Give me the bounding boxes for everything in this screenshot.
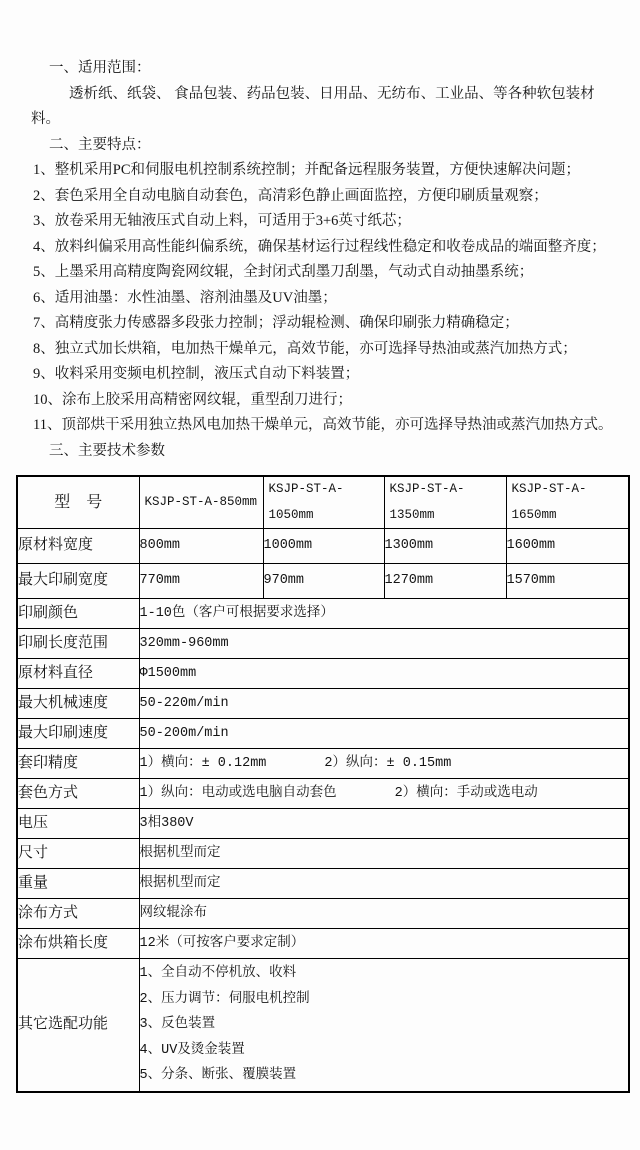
row-label: 原材料宽度 bbox=[17, 529, 139, 564]
value-segment: 2）纵向：± 0.15mm bbox=[324, 755, 452, 771]
value-cell: 根据机型而定 bbox=[139, 869, 629, 899]
model-cell: KSJP-ST-A-1350mm bbox=[384, 476, 506, 529]
feature-item: 5、上墨采用高精度陶瓷网纹辊，全封闭式刮墨刀刮墨，气动式自动抽墨系统； bbox=[33, 264, 534, 280]
model-cell: KSJP-ST-A-1050mm bbox=[263, 476, 384, 529]
row-label: 重量 bbox=[17, 869, 139, 899]
section-parameters-heading: 三、主要技术参数 bbox=[49, 442, 165, 459]
spec-table bbox=[16, 475, 630, 1093]
value-cell bbox=[139, 959, 629, 1093]
option-line: 5、分条、断张、覆膜装置 bbox=[139, 1068, 297, 1084]
features-list bbox=[0, 158, 640, 439]
value-cell: 770mm bbox=[139, 564, 263, 599]
row-label: 涂布烘箱长度 bbox=[17, 929, 139, 959]
value-segment: 1）纵向：电动或选电脑自动套色 bbox=[139, 785, 337, 801]
value-cell: 1570mm bbox=[506, 564, 629, 599]
feature-item: 10、涂布上胶采用高精密网纹辊，重型刮刀进行； bbox=[33, 391, 352, 408]
value-cell bbox=[139, 779, 629, 809]
value-cell: 12米（可按客户要求定制） bbox=[139, 929, 629, 959]
feature-item: 7、高精度张力传感器多段张力控制；浮动辊检测、确保印刷张力精确稳定； bbox=[33, 315, 519, 331]
table-row bbox=[17, 959, 629, 1093]
value-cell: 根据机型而定 bbox=[139, 839, 629, 869]
table-row bbox=[17, 779, 629, 809]
row-label: 尺寸 bbox=[17, 839, 139, 869]
row-label: 型 号 bbox=[17, 476, 139, 529]
value-cell: 1-10色（客户可根据要求选择） bbox=[139, 599, 629, 629]
value-cell: 网纹辊涂布 bbox=[139, 899, 629, 929]
table-row bbox=[17, 659, 629, 689]
table-row bbox=[17, 929, 629, 959]
feature-item: 6、适用油墨：水性油墨、溶剂油墨及UV油墨； bbox=[33, 289, 337, 306]
table-row bbox=[17, 564, 629, 599]
value-cell: Φ1500mm bbox=[139, 659, 629, 689]
row-label: 印刷长度范围 bbox=[17, 629, 139, 659]
option-line: 2、压力调节：伺服电机控制 bbox=[139, 991, 310, 1007]
feature-item: 4、放料纠偏采用高性能纠偏系统，确保基材运行过程线性稳定和收卷成品的端面整齐度； bbox=[33, 238, 606, 255]
row-label: 最大机械速度 bbox=[17, 689, 139, 719]
feature-item: 8、独立式加长烘箱，电加热干燥单元，高效节能，亦可选择导热油或蒸汽加热方式； bbox=[33, 340, 577, 357]
table-row bbox=[17, 529, 629, 564]
row-label: 套印精度 bbox=[17, 749, 139, 779]
section-features-heading: 二、主要特点： bbox=[49, 136, 151, 153]
scope-paragraph: 透析纸、纸袋、 食品包装、药品包装、日用品、无纺布、工业品、等各种软包装材料。 bbox=[31, 85, 595, 127]
value-segment: 2）横向：手动或选电动 bbox=[394, 785, 538, 801]
feature-item: 1、整机采用PC和伺服电机控制系统控制；并配备远程服务装置，方便快速解决问题； bbox=[33, 162, 580, 178]
value-cell: 1300mm bbox=[384, 529, 506, 564]
section-scope-heading: 一、适用范围： bbox=[49, 60, 151, 76]
value-cell bbox=[139, 749, 629, 779]
model-cell: KSJP-ST-A-1650mm bbox=[506, 476, 629, 529]
table-row bbox=[17, 749, 629, 779]
row-label: 印刷颜色 bbox=[17, 599, 139, 629]
row-label: 套色方式 bbox=[17, 779, 139, 809]
table-row bbox=[17, 899, 629, 929]
table-row bbox=[17, 476, 629, 529]
value-cell: 970mm bbox=[263, 564, 384, 599]
table-row bbox=[17, 689, 629, 719]
value-cell: 3相380V bbox=[139, 809, 629, 839]
value-cell: 1000mm bbox=[263, 529, 384, 564]
model-cell: KSJP-ST-A-850mm bbox=[139, 476, 263, 529]
option-line: 4、UV及烫金装置 bbox=[139, 1042, 245, 1058]
option-line: 3、反色装置 bbox=[139, 1017, 216, 1033]
value-segment: 1）横向：± 0.12mm bbox=[139, 755, 267, 771]
value-cell: 50-220m/min bbox=[139, 689, 629, 719]
value-cell: 1270mm bbox=[384, 564, 506, 599]
table-row bbox=[17, 869, 629, 899]
row-label: 涂布方式 bbox=[17, 899, 139, 929]
feature-item: 9、收料采用变频电机控制，液压式自动下料装置； bbox=[33, 366, 360, 382]
feature-item: 3、放卷采用无轴液压式自动上料，可适用于3+6英寸纸芯； bbox=[33, 213, 411, 229]
option-line: 1、全自动不停机放、收料 bbox=[139, 966, 297, 982]
table-row bbox=[17, 719, 629, 749]
table-row bbox=[17, 809, 629, 839]
feature-item: 11、顶部烘干采用独立热风电加热干燥单元，高效节能，亦可选择导热油或蒸汽加热方式。 bbox=[33, 417, 613, 433]
row-label: 电压 bbox=[17, 809, 139, 839]
table-row bbox=[17, 629, 629, 659]
table-row bbox=[17, 599, 629, 629]
row-label: 最大印刷速度 bbox=[17, 719, 139, 749]
feature-item: 2、套色采用全自动电脑自动套色，高清彩色静止画面监控，方便印刷质量观察； bbox=[33, 187, 548, 204]
value-cell: 1600mm bbox=[506, 529, 629, 564]
table-row bbox=[17, 839, 629, 869]
row-label: 原材料直径 bbox=[17, 659, 139, 689]
value-cell: 800mm bbox=[139, 529, 263, 564]
value-cell: 320mm-960mm bbox=[139, 629, 629, 659]
row-label: 其它选配功能 bbox=[17, 959, 139, 1093]
value-cell: 50-200m/min bbox=[139, 719, 629, 749]
row-label: 最大印刷宽度 bbox=[17, 564, 139, 599]
